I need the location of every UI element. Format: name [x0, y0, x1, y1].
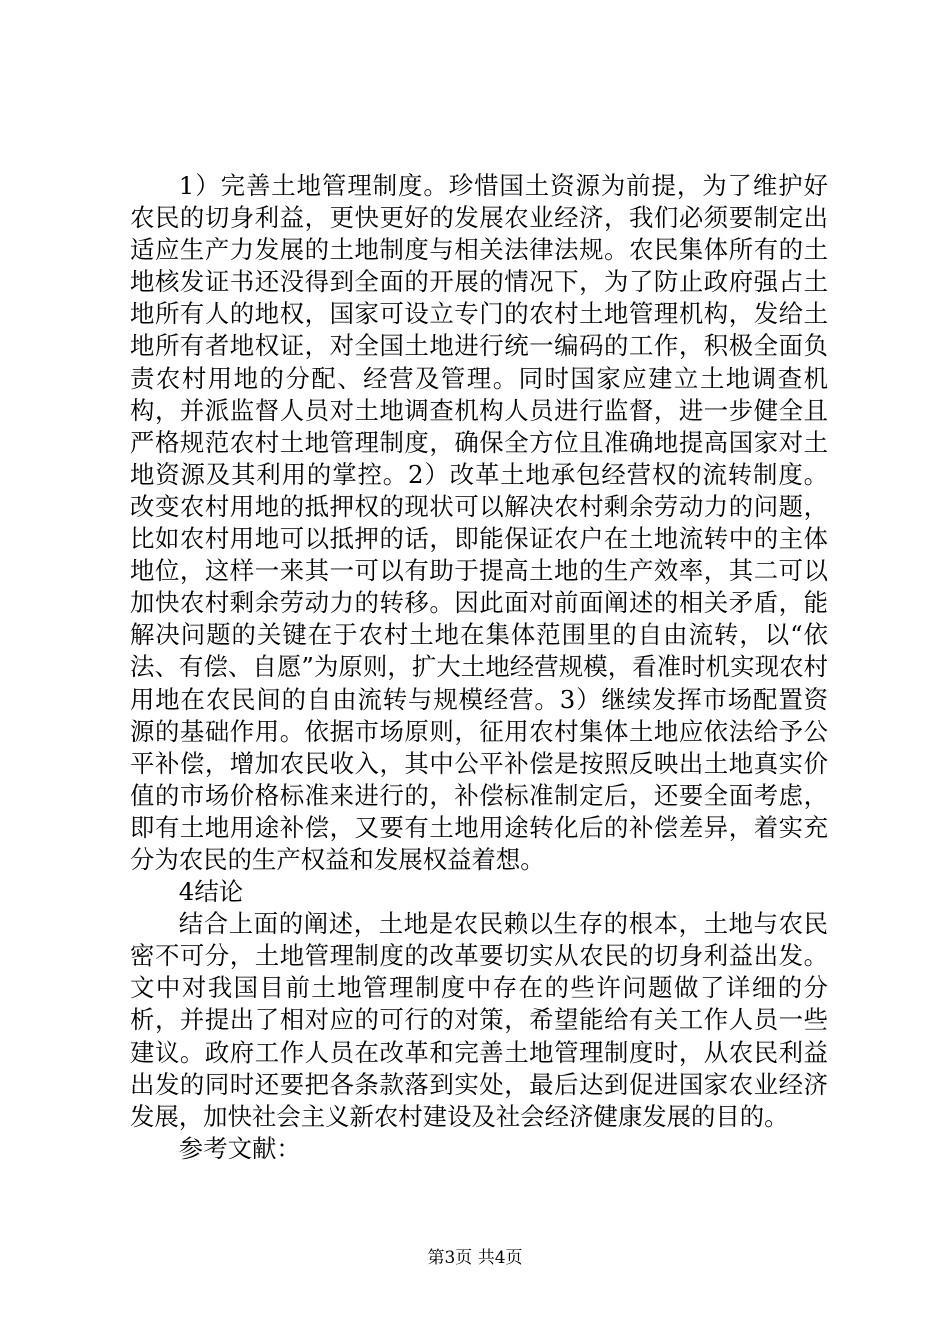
references-heading: 参考文献：: [178, 1133, 301, 1163]
document-body: [130, 170, 828, 1165]
paragraph-conclusion: 结合上面的阐述，土地是农民赖以生存的根本，土地与农民密不可分，土地管理制度的改革要切实从农民的切身利益出发。文中对我国目前土地管理制度中存在的些许问题做了详细的分析，并提出了相对应的可行的对策，希望能给有关工作人员一些建议。政府工作人员在改革和完善土地管理制度时，从农民利益出发的同时还要把各条款落到实处，最后达到促进国家农业经济发展，加快社会主义新农村建设及社会经济健康发展的目的。: [130, 909, 828, 1131]
page-footer: 第3页 共4页: [427, 1248, 523, 1268]
section-heading-conclusion: 4结论: [178, 877, 244, 907]
paragraph-measures: 1）完善土地管理制度。珍惜国土资源为前提，为了维护好农民的切身利益，更快更好的发展农业经济，我们必须要制定出适应生产力发展的土地制度与相关法律法规。农民集体所有的土地核发证书还没得到全面的开展的情况下，为了防止政府强占土地所有人的地权，国家可设立专门的农村土地管理机构，发给土地所有者地权证，对全国土地进行统一编码的工作，积极全面负责农村用地的分配、经营及管理。同时国家应建立土地调查机构，并派监督人员对土地调查机构人员进行监督，进一步健全且严格规范农村土地管理制度，确保全方位且准确地提高国家对土地资源及其利用的掌控。2）改革土地承包经营权的流转制度。改变农村用地的抵押权的现状可以解决农村剩余劳动力的问题，比如农村用地可以抵押的话，即能保证农户在土地流转中的主体地位，这样一来其一可以有助于提高土地的生产效率，其二可以加快农村剩余劳动力的转移。因此面对前面阐述的相关矛盾，能解决问题的关键在于农村土地在集体范围里的自由流转，以“依法、有偿、自愿”为原则，扩大土地经营规模，看准时机实现农村用地在农民间的自由流转与规模经营。3）继续发挥市场配置资源的基础作用。依据市场原则，征用农村集体土地应依法给予公平补偿，增加农民收入，其中公平补偿是按照反映出土地真实价值的市场价格标准来进行的，补偿标准制定后，还要全面考虑，即有土地用途补偿，又要有土地用途转化后的补偿差异，着实充分为农民的生产权益和发展权益着想。: [130, 171, 828, 874]
